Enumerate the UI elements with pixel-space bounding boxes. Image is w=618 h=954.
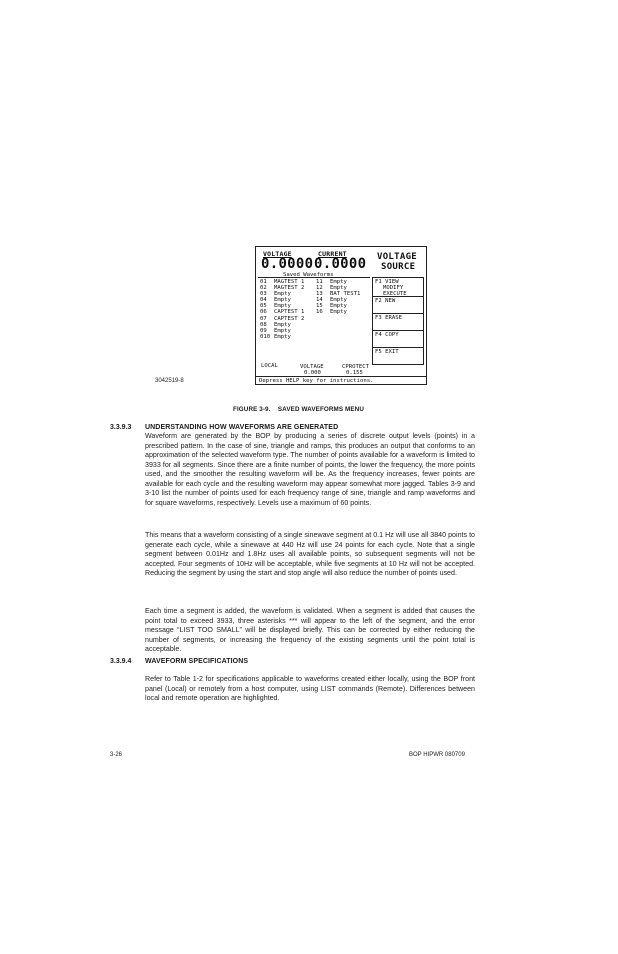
paragraph: Waveform are generated by the BOP by producing a series of discrete output levels (points) in a prescribed pattern. In the case of sine, triangle and ramps, this produces an output that conforms to an approximation of the selected waveform type. The number of points available for a waveform is limited to 3933 for all segments. Since there are a finite number of points, the lower the frequency, the more points used, and the smoother the resulting waveform will be. As the frequency increases, fewer points are available for each cycle and the resulting waveform may appear somewhat more jagged. Tables 3-9 and 3-10 list the number of points used for each frequency range of sine, triangle and ramp waveforms and for square waveforms, respectively. Levels use a maximum of 60 points. [145, 432, 475, 507]
paragraph: This means that a waveform consisting of a single sinewave segment at 0.1 Hz will use all 3840 points to generate each cycle, while a sinewave at 440 Hz will use 24 points for each cycle. Note that a single segment between 0.01Hz and 1.8Hz uses all available points, so subsequent segments will not be accepted. Four segments of 10Hz will be acceptable, while five segments at 10 Hz will not be accepted. Reducing the segment by using the start and stop angle will also reduce the number of points used. [145, 531, 475, 578]
list-item[interactable]: 11 Empty [316, 279, 347, 285]
help-rule [256, 376, 426, 377]
list-item[interactable]: 06 CAPTEST 1 [260, 309, 305, 316]
local-mode-indicator: LOCAL [261, 363, 278, 369]
f4-copy-key[interactable]: F4 COPY [372, 330, 424, 348]
current-label: CURRENT [318, 250, 347, 258]
voltage-label: VOLTAGE [263, 250, 292, 258]
help-text: Depress HELP key for instructions. [259, 378, 374, 384]
f3-erase-key[interactable]: F3 ERASE [372, 313, 424, 331]
paragraph: Each time a segment is added, the waveform is validated. When a segment is added that causes the point total to exceed 3933, three asterisks *** will appear to the left of the segment, and the error message “LIST TOO SMALL” will be displayed briefly. This can be corrected by either reducing the number of segments, or increasing the frequency of the existing segments until the point total is acceptable. [145, 607, 475, 654]
section-heading: UNDERSTANDING HOW WAVEFORMS ARE GENERATED [145, 424, 339, 431]
list-item[interactable]: 15 Empty [316, 303, 347, 310]
status-param-value: 0.000 [304, 370, 321, 376]
list-item[interactable]: 04 Empty [260, 297, 291, 304]
list-item[interactable]: 02 MAGTEST 2 [260, 285, 305, 292]
list-title-rule [258, 277, 370, 278]
section-number: 3.3.9.4 [110, 658, 132, 665]
figure-id: 3042519-8 [155, 378, 184, 384]
list-item[interactable]: 08 Empty [260, 321, 291, 328]
list-item[interactable]: 07 CAPTEST 2 [260, 315, 305, 322]
status-protect-value: 0.155 [346, 370, 363, 376]
current-value: 0.0000 [314, 256, 367, 272]
list-item[interactable]: 13 BAT TEST1 [316, 291, 361, 298]
list-item[interactable]: 010 Empty [260, 333, 291, 340]
waveform-list-col1 [260, 279, 304, 340]
figure-caption: FIGURE 3-9. SAVED WAVEFORMS MENU [233, 406, 364, 413]
waveform-list-col2 [316, 279, 360, 316]
f5-exit-key[interactable]: F5 EXIT [372, 347, 424, 365]
list-item[interactable]: 05 Empty [260, 303, 291, 310]
list-item[interactable]: 01 MAGTEST 1 [260, 279, 305, 285]
page-number: 3-26 [110, 752, 123, 758]
list-title: Saved Waveforms [283, 272, 334, 278]
status-param-label: VOLTAGE [300, 364, 324, 370]
list-item[interactable]: 09 Empty [260, 327, 291, 334]
f1-view-modify-execute-key[interactable]: F1 VIEW MODIFY EXECUTE [372, 277, 424, 297]
list-item[interactable]: 03 Empty [260, 291, 291, 298]
section-number: 3.3.9.3 [110, 424, 132, 431]
list-item[interactable]: 12 Empty [316, 285, 347, 292]
list-item[interactable]: 16 Empty [316, 309, 347, 316]
section-heading: WAVEFORM SPECIFICATIONS [145, 658, 249, 665]
source-title-line1: VOLTAGE [377, 252, 418, 262]
list-item[interactable]: 14 Empty [316, 297, 347, 304]
saved-waveforms-screen-figure [255, 246, 427, 385]
f2-new-key[interactable]: F2 NEW [372, 296, 424, 314]
source-title-line2: SOURCE [381, 262, 416, 272]
voltage-value: 0.0000 [261, 256, 314, 272]
paragraph: Refer to Table 1-2 for specifications applicable to waveforms created either locally, using the BOP front panel (Local) or remotely from a host computer, using LIST commands (Remote). Differences between local and remote operation are highlighted. [145, 675, 475, 703]
status-protect-label: CPROTECT [342, 364, 369, 370]
document-id: BOP HIPWR 080709 [409, 752, 465, 758]
